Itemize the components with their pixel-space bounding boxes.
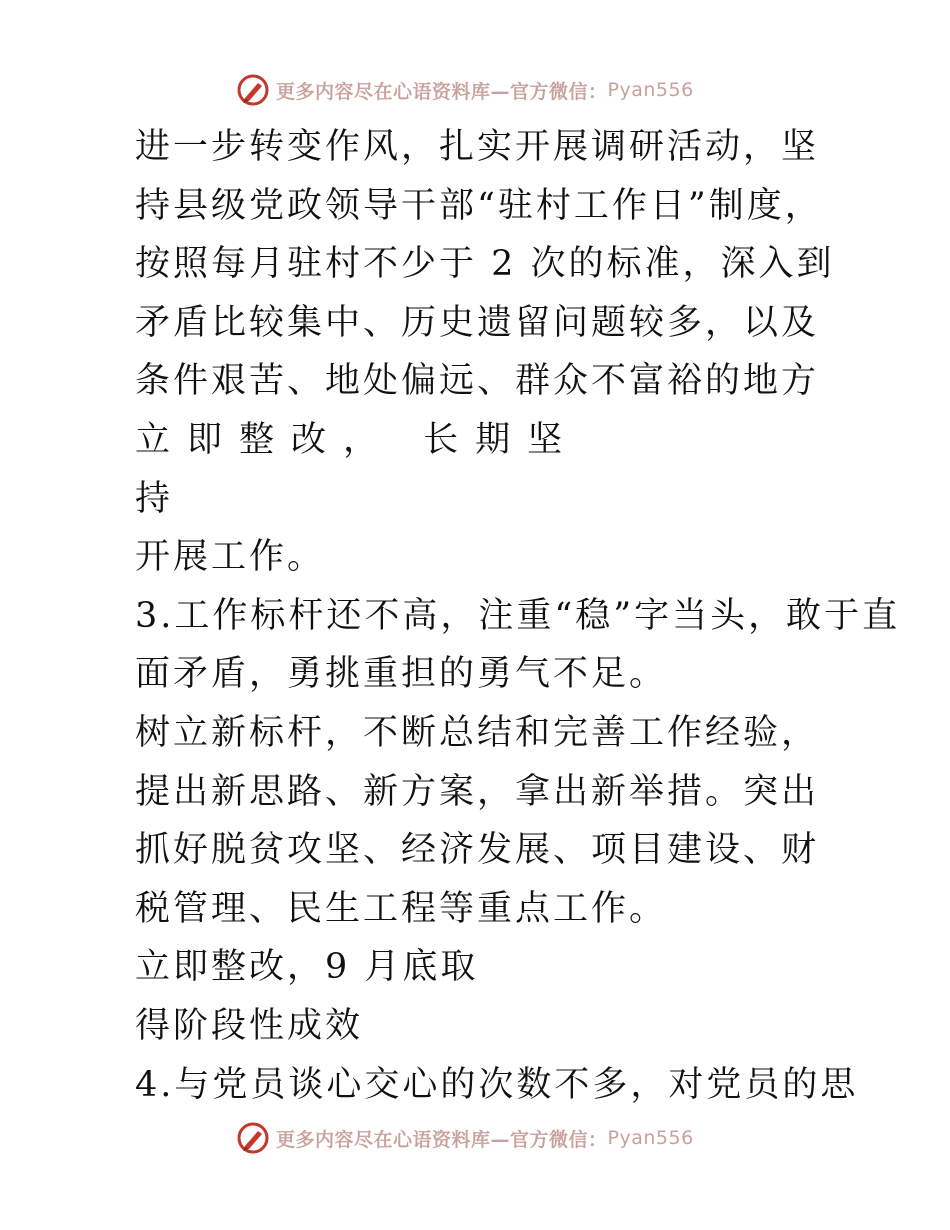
text-line: 持 <box>135 478 174 519</box>
watermark-text-en: Pyan556 <box>607 79 694 101</box>
text-line: 树立新标杆，不断总结和完善工作经验， <box>135 712 820 753</box>
header-watermark <box>236 72 694 108</box>
text-line: 进一步转变作风，扎实开展调研活动，坚 <box>135 127 820 167</box>
document-body <box>135 118 915 1114</box>
text-line: 3.工作标杆还不高，注重“稳”字当头，敢于直 <box>135 595 901 636</box>
text-line: 抓好脱贫攻坚、经济发展、项目建设、财 <box>135 830 820 871</box>
watermark-text-cn: 更多内容尽在心语资料库—官方微信： <box>276 1128 608 1151</box>
pen-logo-icon <box>236 73 270 107</box>
text-line: 矛盾比较集中、历史遗留问题较多，以及 <box>135 302 820 343</box>
text-line: 持县级党政领导干部“驻村工作日”制度， <box>135 185 823 226</box>
text-line: 提出新思路、新方案，拿出新举措。突出 <box>135 771 820 812</box>
footer-watermark <box>236 1120 694 1156</box>
watermark-text-en: Pyan556 <box>607 1127 694 1149</box>
text-line: 面矛盾，勇挑重担的勇气不足。 <box>135 654 668 695</box>
text-line: 税管理、民生工程等重点工作。 <box>135 888 668 929</box>
text-line: 4.与党员谈心交心的次数不多，对党员的思 <box>135 1064 859 1105</box>
text-line: 按照每月驻村不少于 2 次的标准，深入到 <box>135 244 835 285</box>
text-line: 得阶段性成效 <box>135 1005 364 1046</box>
pen-logo-icon <box>236 1121 270 1155</box>
text-line: 条件艰苦、地处偏远、群众不富裕的地方 <box>135 361 820 402</box>
watermark-text-cn: 更多内容尽在心语资料库—官方微信： <box>276 80 608 103</box>
text-line: 开展工作。 <box>135 537 326 578</box>
text-line: 立即整改，9 月底取 <box>135 947 479 988</box>
text-line: 立即整改， 长期坚 <box>135 419 580 460</box>
